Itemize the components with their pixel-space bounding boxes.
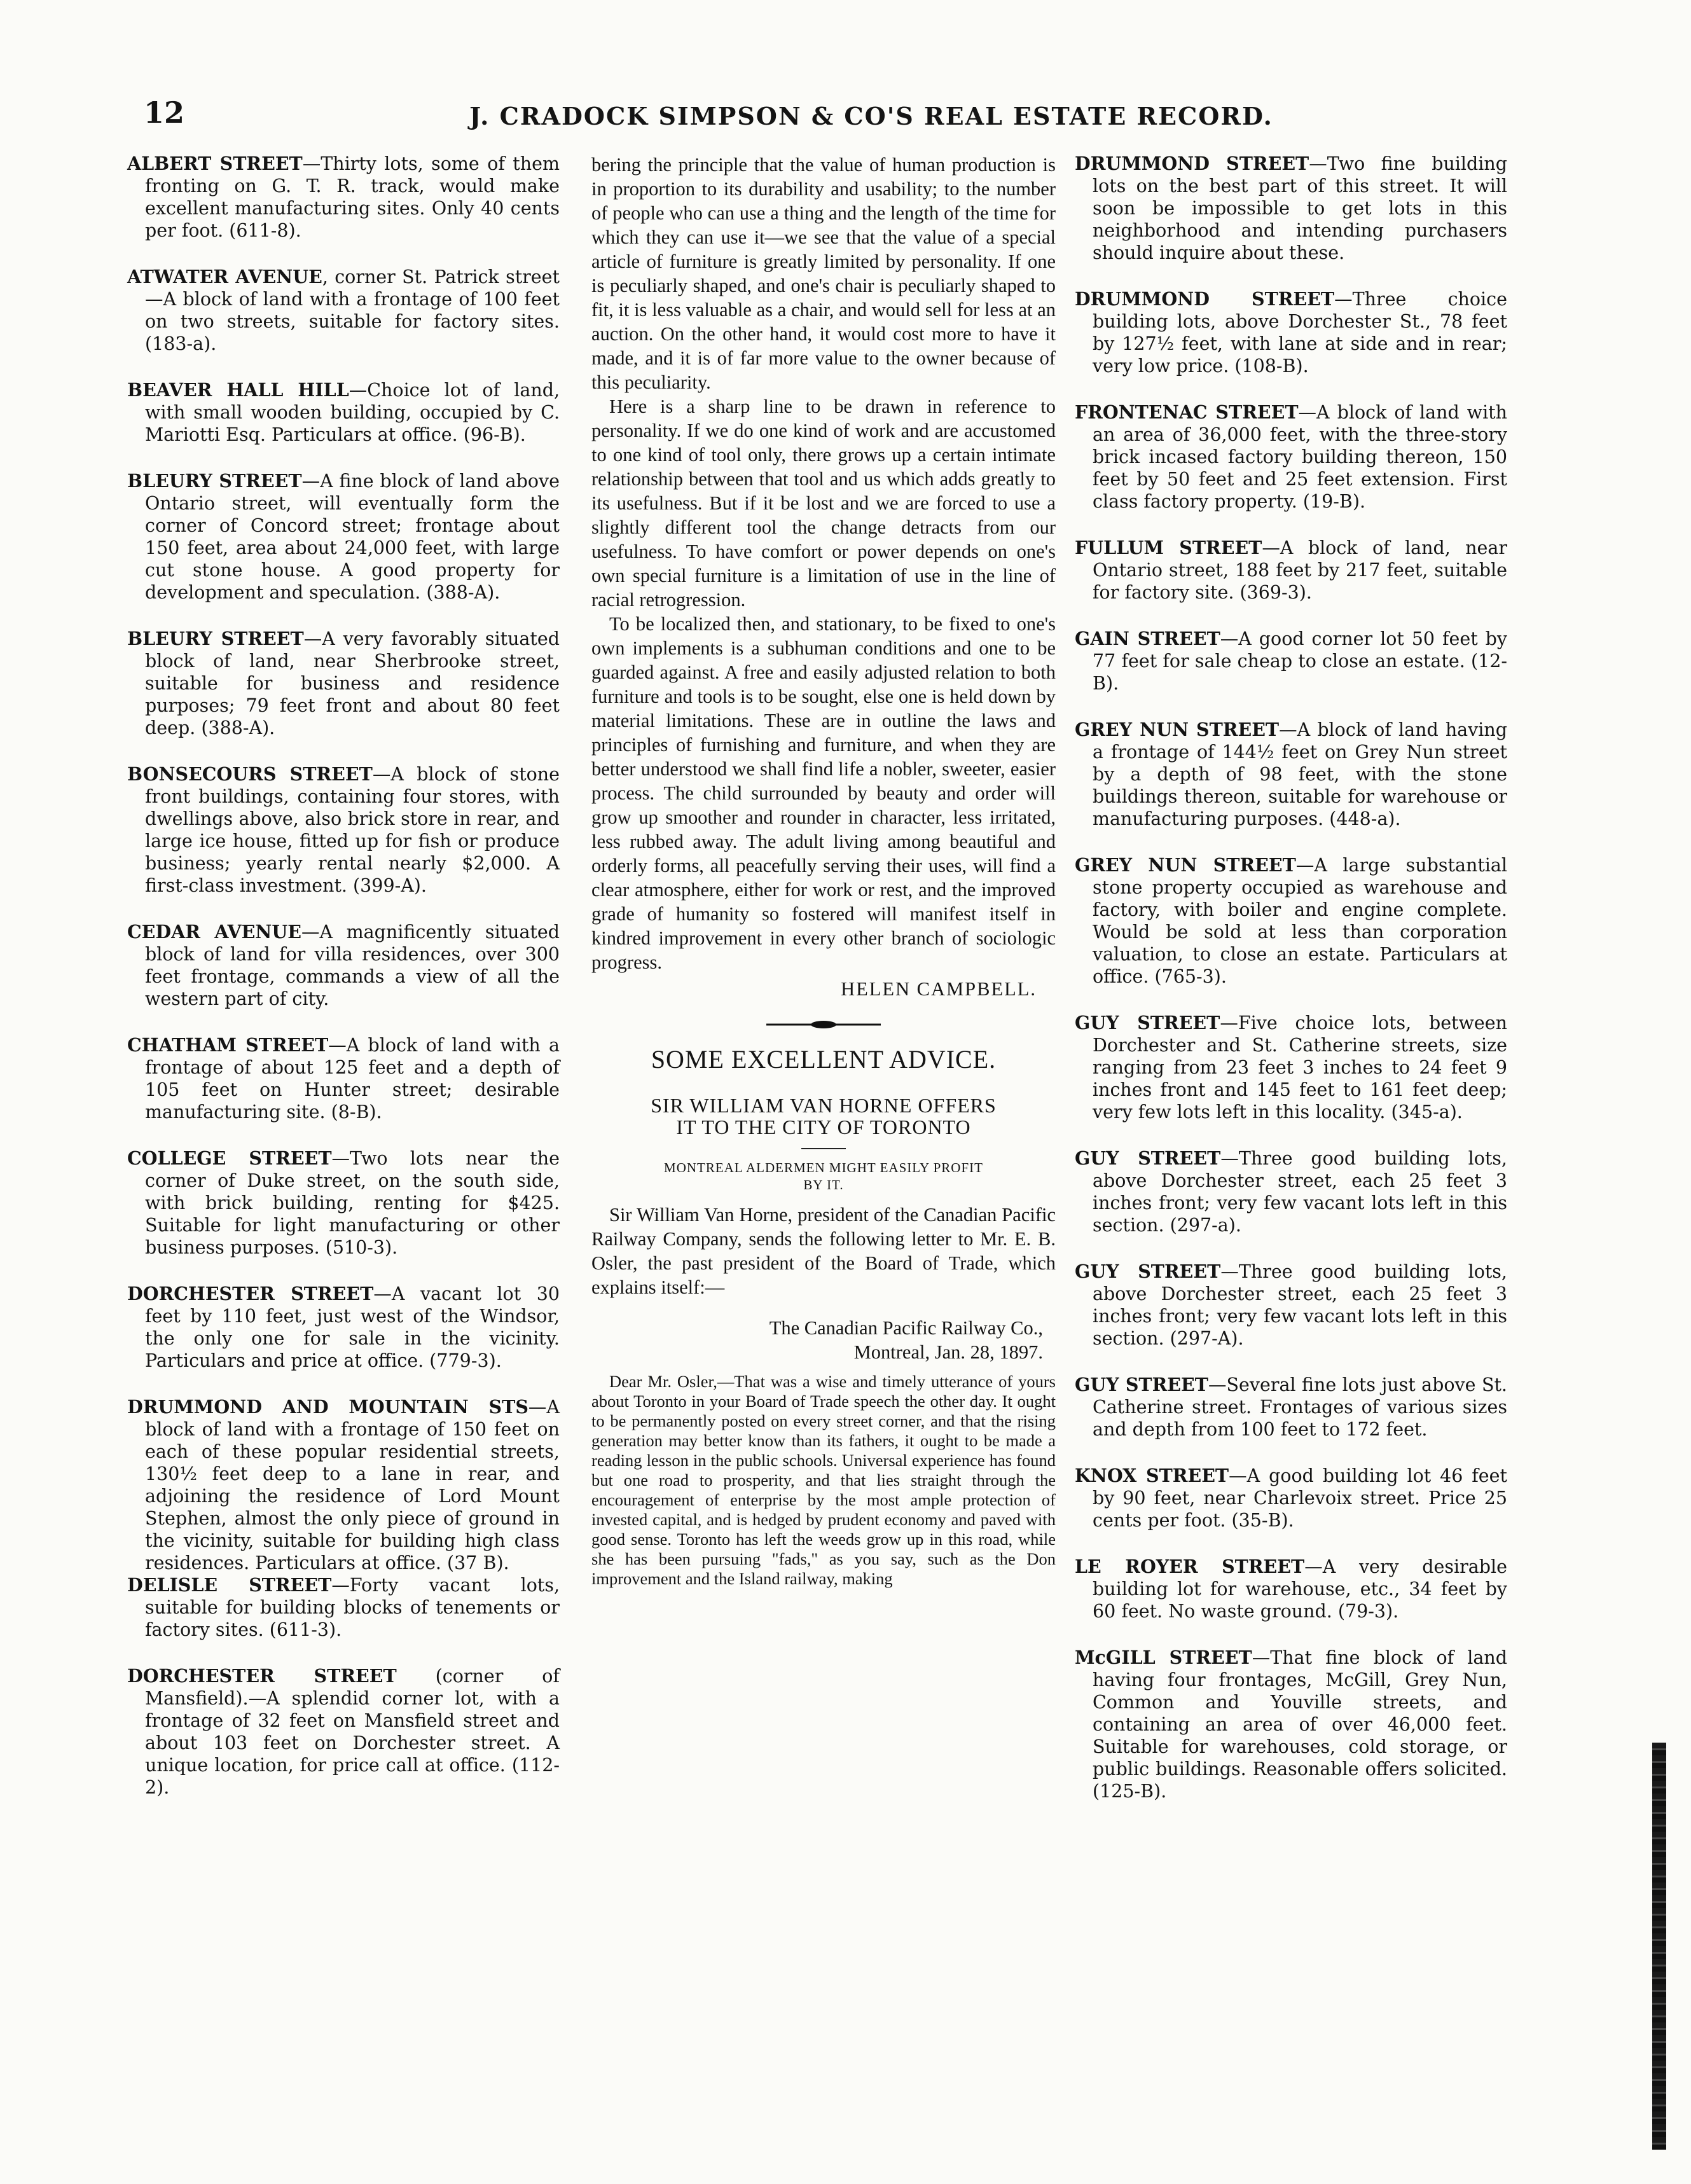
listing-street: GUY STREET	[1075, 1374, 1208, 1395]
listing	[127, 628, 560, 739]
advice-headline: SOME EXCELLENT ADVICE.	[651, 1045, 997, 1074]
letter-body: Dear Mr. Osler,—That was a wise and timely utterance of yours about Toronto in your Board of Trade speech the other day. It ought to be permanently posted on every street corner, and that the rising generation may better know than its fathers, it ought to be made a reading lesson in the public schools. Universal experience has found but one road to prosperity, and that lies straight through the encouragement of enterprise by the most ample protection of invested capital, and is hedged by prudent economy and paved with good sense. Toronto has left the weeds grow up in this road, while she has been pursuing "fads," as you say, such as the Don improvement and the Island railway, making	[591, 1372, 1056, 1588]
listing-street: GUY STREET	[1075, 1012, 1220, 1033]
listing	[1075, 1465, 1507, 1531]
listing-street: BEAVER HALL HILL	[127, 379, 349, 401]
listing-street: FULLUM STREET	[1075, 537, 1262, 558]
listing-street: KNOX STREET	[1075, 1465, 1229, 1486]
listing-text: —A vacant lot 30 feet by 110 feet, just west of the Windsor, the only one for sale in the vicinity. Particulars and price at office. (779-3).	[145, 1283, 560, 1371]
listing	[127, 1147, 560, 1259]
running-head: J. CRADOCK SIMPSON & CO'S REAL ESTATE RECORD.	[469, 102, 1273, 130]
advice-deck-line2: BY IT.	[803, 1177, 844, 1192]
advice-body	[591, 1203, 1056, 1299]
listing-text: —Three good building lots, above Dorchester street, each 25 feet 3 inches front; very few vacant lots left in this section. (297-A).	[1093, 1261, 1507, 1349]
listing	[127, 763, 560, 897]
listing	[1075, 628, 1507, 695]
listing-street: DELISLE STREET	[127, 1574, 332, 1596]
listing-street: BONSECOURS STREET	[127, 763, 373, 785]
listing-street: BLEURY STREET	[127, 470, 302, 492]
article-paragraph: To be localized then, and stationary, to be fixed to one's own implements is a subhuman conditions and one to be guarded against. A free and easily adjusted relation to both furniture and tools is to be sought, else one is held down by material limitations. These are in outline the laws and principles of furnishing and furniture, and when they are better understood we shall find life a nobler, sweeter, easier process. The child surrounded by beauty and order will grow up smoother and rounder in character, less irritated, less rubbed away. The adult living among beautiful and orderly forms, all peacefully serving their uses, will find a clear atmosphere, either for work or rest, and the improved grade of humanity so fostered will manifest itself in kindred improvement in every other branch of sociologic progress.	[591, 613, 1056, 973]
listing	[1075, 537, 1507, 604]
listing-text: —A good corner lot 50 feet by 77 feet for sale cheap to close an estate. (12-B).	[1093, 628, 1507, 694]
listing-text: —A block of land with an area of 36,000 feet, with the three-story brick incased factory building thereon, 150 feet by 50 feet and 25 feet extension. First class factory property. (19-B).	[1093, 402, 1507, 512]
listing	[1075, 153, 1507, 264]
listing	[127, 1034, 560, 1123]
listing-street: GUY STREET	[1075, 1147, 1221, 1169]
listing	[127, 379, 560, 446]
listing-text: —A very desirable building lot for warehouse, etc., 34 feet by 60 feet. No waste ground. (79-3).	[1093, 1556, 1507, 1622]
listings-right-column	[1075, 153, 1507, 1827]
listing-text: —A block of land having a frontage of 144½ feet on Grey Nun street by a depth of 98 feet, with the stone buildings thereon, suitable for warehouse or manufacturing purposes. (448-a).	[1093, 719, 1507, 829]
listing	[1075, 1261, 1507, 1350]
article-paragraph: Here is a sharp line to be drawn in reference to personality. If we do one kind of work and are accustomed to one kind of tool only, there grows up a certain intimate relationship between that tool and us which adds greatly to its usefulness. But if it be lost and we are forced to use a slightly different tool the change detracts from our usefulness. To have comfort or power depends on one's own special furniture is a limitation of use in the line of racial retrogression.	[591, 396, 1056, 611]
listing	[127, 1283, 560, 1372]
listing-text: —Three good building lots, above Dorchester street, each 25 feet 3 inches front; very few vacant lots left in this section. (297-a).	[1093, 1148, 1507, 1236]
listing	[127, 1396, 560, 1574]
listing-text: —Several fine lots just above St. Catherine street. Frontages of various sizes and depth from 100 feet to 172 feet.	[1093, 1374, 1507, 1440]
listing-street: ATWATER AVENUE	[127, 266, 322, 287]
advice-deck	[591, 1159, 1056, 1194]
advice-subhead-line1: SIR WILLIAM VAN HORNE OFFERS	[651, 1094, 997, 1117]
furniture-article	[591, 153, 1056, 1001]
listing-text: —A magnificently situated block of land for villa residences, over 300 feet frontage, commands a view of all the western part of city.	[145, 922, 560, 1009]
letterhead: The Canadian Pacific Railway Co.,	[769, 1317, 1043, 1339]
listing	[127, 1665, 560, 1799]
short-divider	[801, 1148, 846, 1149]
listing-street: CHATHAM STREET	[127, 1034, 329, 1056]
listing-street: GAIN STREET	[1075, 628, 1220, 649]
listing	[1075, 401, 1507, 513]
listing-street: DORCHESTER STREET	[127, 1283, 374, 1304]
ornamental-rule	[766, 1019, 881, 1030]
listing-text: —Choice lot of land, with small wooden building, occupied by C. Mariotti Esq. Particulars at office. (96-B).	[145, 380, 560, 445]
listing	[1075, 1556, 1507, 1622]
listing	[127, 1574, 560, 1641]
listing-text: —Five choice lots, between Dorchester and St. Catherine streets, size ranging from 23 feet 3 inches to 24 feet 9 inches front and 145 feet to 161 feet deep; very few lots left in this locality. (345-a).	[1093, 1013, 1507, 1123]
listing-street: DRUMMOND STREET	[1075, 288, 1335, 310]
listing-street: McGILL STREET	[1075, 1647, 1252, 1668]
listing-street: ALBERT STREET	[127, 153, 303, 174]
binding-edge	[1652, 1743, 1666, 2150]
listing-street: COLLEGE STREET	[127, 1147, 332, 1169]
listing-text: —Two lots near the corner of Duke street, on the south side, with brick building, renting for $425. Suitable for light manufacturing or other business purposes. (510-3).	[145, 1148, 560, 1258]
listing-text: —Thirty lots, some of them fronting on G. T. R. track, would make excellent manufacturing sites. Only 40 cents per foot. (611-8).	[145, 153, 560, 241]
listing-text: —A block of land with a frontage of about 125 feet and a depth of 105 feet on Hunter street; desirable manufacturing site. (8-B).	[145, 1035, 560, 1123]
listing	[1075, 1147, 1507, 1236]
listing	[1075, 288, 1507, 377]
listing-text: —Forty vacant lots, suitable for building blocks of tenements or factory sites. (611-3).	[145, 1575, 560, 1640]
listings-left-column	[127, 153, 560, 1823]
listing-text: , corner St. Patrick street—A block of land with a frontage of 100 feet on two streets, suitable for factory sites. (183-a).	[145, 266, 560, 354]
listing-text: —A large substantial stone property occupied as warehouse and factory, with boiler and engine complete. Would be sold at less than corporation valuation, to close an estate. Particulars at office. (765-3).	[1093, 855, 1507, 987]
listing-street: LE ROYER STREET	[1075, 1556, 1305, 1577]
listing-text: —Two fine building lots on the best part of this street. It will soon be impossible to get lots in this neighborhood and intending purchasers should inquire about these.	[1093, 153, 1507, 263]
advice-intro: Sir William Van Horne, president of the Canadian Pacific Railway Company, sends the following letter to Mr. E. B. Osler, the past president of the Board of Trade, which explains itself:—	[591, 1204, 1056, 1298]
listing	[127, 921, 560, 1010]
listing-street: FRONTENAC STREET	[1075, 401, 1299, 423]
advice-subhead-line2: IT TO THE CITY OF TORONTO	[676, 1116, 971, 1138]
article-signature: HELEN CAMPBELL.	[841, 978, 1037, 1000]
listing-street: GREY NUN STREET	[1075, 719, 1280, 740]
listing-text: —A block of land, near Ontario street, 188 feet by 217 feet, suitable for factory site. (369-3).	[1093, 537, 1507, 603]
listing-street: BLEURY STREET	[127, 628, 304, 649]
advice-deck-line1: MONTREAL ALDERMEN MIGHT EASILY PROFIT	[664, 1160, 983, 1175]
article-center-column	[591, 153, 1056, 1589]
listing	[1075, 1374, 1507, 1441]
listing-text: —A good building lot 46 feet by 90 feet, near Charlevoix street. Price 25 cents per foot. (35-B).	[1093, 1465, 1507, 1531]
listing-text: —A very favorably situated block of land, near Sherbrooke street, suitable for business and residence purposes; 79 feet front and about 80 feet deep. (388-A).	[145, 628, 560, 738]
listing-street: GREY NUN STREET	[1075, 854, 1296, 876]
listing	[127, 153, 560, 242]
listing-text: —That fine block of land having four frontages, McGill, Grey Nun, Common and Youville streets, and containing an area of over 46,000 feet. Suitable for warehouses, cold storage, or public buildings. Reasonable offers solicited. (125-B).	[1093, 1647, 1507, 1802]
listing	[1075, 1012, 1507, 1123]
listing-street: DRUMMOND AND MOUNTAIN STS	[127, 1396, 528, 1418]
listing-text: —A fine block of land above Ontario street, will eventually form the corner of Concord street; frontage about 150 feet, area about 24,000 feet, with large cut stone house. A good property for development and speculation. (388-A).	[145, 471, 560, 603]
listing-text: (corner of Mansfield).—A splendid corner lot, with a frontage of 32 feet on Mansfield street and about 103 feet on Dorchester street. A unique location, for price call at office. (112-2).	[145, 1666, 560, 1798]
page-number: 12	[144, 95, 185, 130]
listing	[1075, 1647, 1507, 1802]
listing-street: GUY STREET	[1075, 1261, 1221, 1282]
listing-text: —A block of stone front buildings, containing four stores, with dwellings above, also brick store in rear, and large ice house, fitted up for fish or produce business; yearly rental nearly $2,000. A first-class investment. (399-A).	[145, 764, 560, 896]
listing	[1075, 854, 1507, 988]
listing	[1075, 719, 1507, 830]
article-paragraph: bering the principle that the value of human production is in proportion to its durability and usability; to the number of people who can use a thing and the length of the time for which they can use it—we see that the value of a special article of furniture is greatly limited by personality. If one is peculiarly shaped, and one's chair is peculiarly shaped to fit, it is less valuable as a chair, and would sell for less at an auction. On the other hand, it would cost more to have it made, and it is of far more value to the owner because of this peculiarity.	[591, 154, 1056, 393]
listing-text: —A block of land with a frontage of 150 feet on each of these popular residential streets, 130½ feet deep to a lane in rear, and adjoining the residence of Lord Mount Stephen, almost the only piece of ground in the vicinity, suitable for building high class residences. Particulars at office. (37 B).	[145, 1397, 560, 1573]
listing-text: —Three choice building lots, above Dorchester St., 78 feet by 127½ feet, with lane at side and in rear; very low price. (108-B).	[1093, 289, 1507, 377]
listing-street: DORCHESTER STREET	[127, 1665, 397, 1687]
listing-street: CEDAR AVENUE	[127, 921, 301, 943]
listing	[127, 470, 560, 604]
dateline: Montreal, Jan. 28, 1897.	[853, 1341, 1043, 1363]
listing	[127, 266, 560, 355]
listing-street: DRUMMOND STREET	[1075, 153, 1309, 174]
